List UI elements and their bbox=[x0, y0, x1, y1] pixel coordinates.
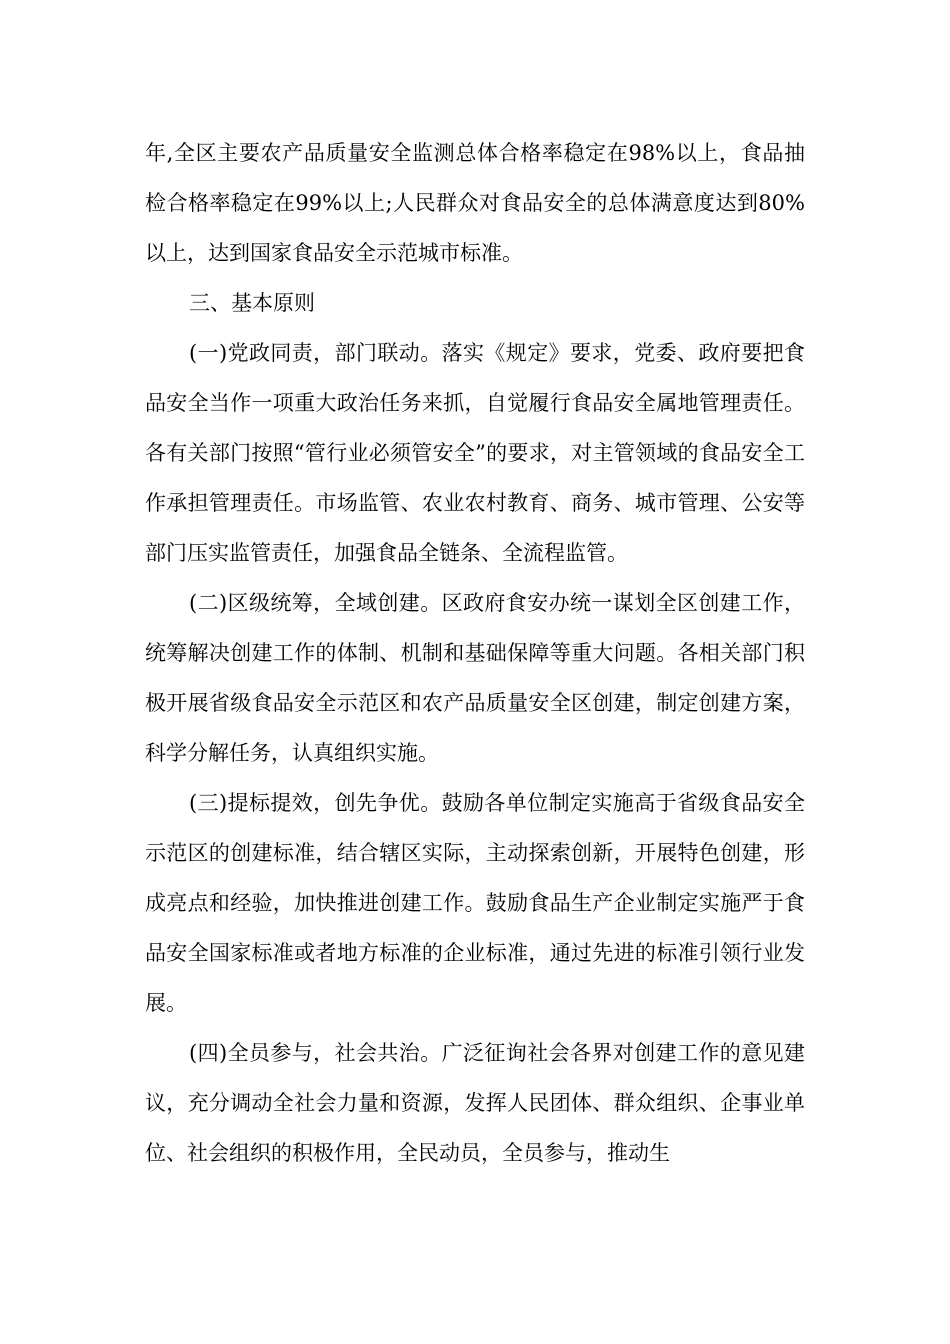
principle-paragraph-2: (二)区级统筹，全域创建。区政府食安办统一谋划全区创建工作，统筹解决创建工作的体制、机制和基础保障等重大问题。各相关部门积极开展省级食品安全示范区和农产品质量安全区创建，制定创建方案，科学分解任务，认真组织实施。 bbox=[145, 591, 805, 765]
section-heading-basic-principles: 三、基本原则 bbox=[189, 291, 315, 315]
principle-paragraph-4: (四)全员参与，社会共治。广泛征询社会各界对创建工作的意见建议，充分调动全社会力量和资源，发挥人民团体、群众组织、企事业单位、社会组织的积极作用，全民动员，全员参与，推动生 bbox=[145, 1041, 805, 1165]
paragraph-continuation: 年,全区主要农产品质量安全监测总体合格率稳定在98%以上，食品抽检合格率稳定在99%以上;人民群众对食品安全的总体满意度达到80%以上，达到国家食品安全示范城市标准。 bbox=[145, 141, 805, 265]
document-body bbox=[145, 128, 805, 1178]
principle-paragraph-3: (三)提标提效，创先争优。鼓励各单位制定实施高于省级食品安全示范区的创建标准，结合辖区实际，主动探索创新，开展特色创建，形成亮点和经验，加快推进创建工作。鼓励食品生产企业制定实施严于食品安全国家标准或者地方标准的企业标准，通过先进的标准引领行业发展。 bbox=[145, 791, 805, 1015]
principle-paragraph-1: (一)党政同责，部门联动。落实《规定》要求，党委、政府要把食品安全当作一项重大政治任务来抓，自觉履行食品安全属地管理责任。各有关部门按照“管行业必须管安全”的要求，对主管领域的食品安全工作承担管理责任。市场监管、农业农村教育、商务、城市管理、公安等部门压实监管责任，加强食品全链条、全流程监管。 bbox=[145, 341, 805, 565]
